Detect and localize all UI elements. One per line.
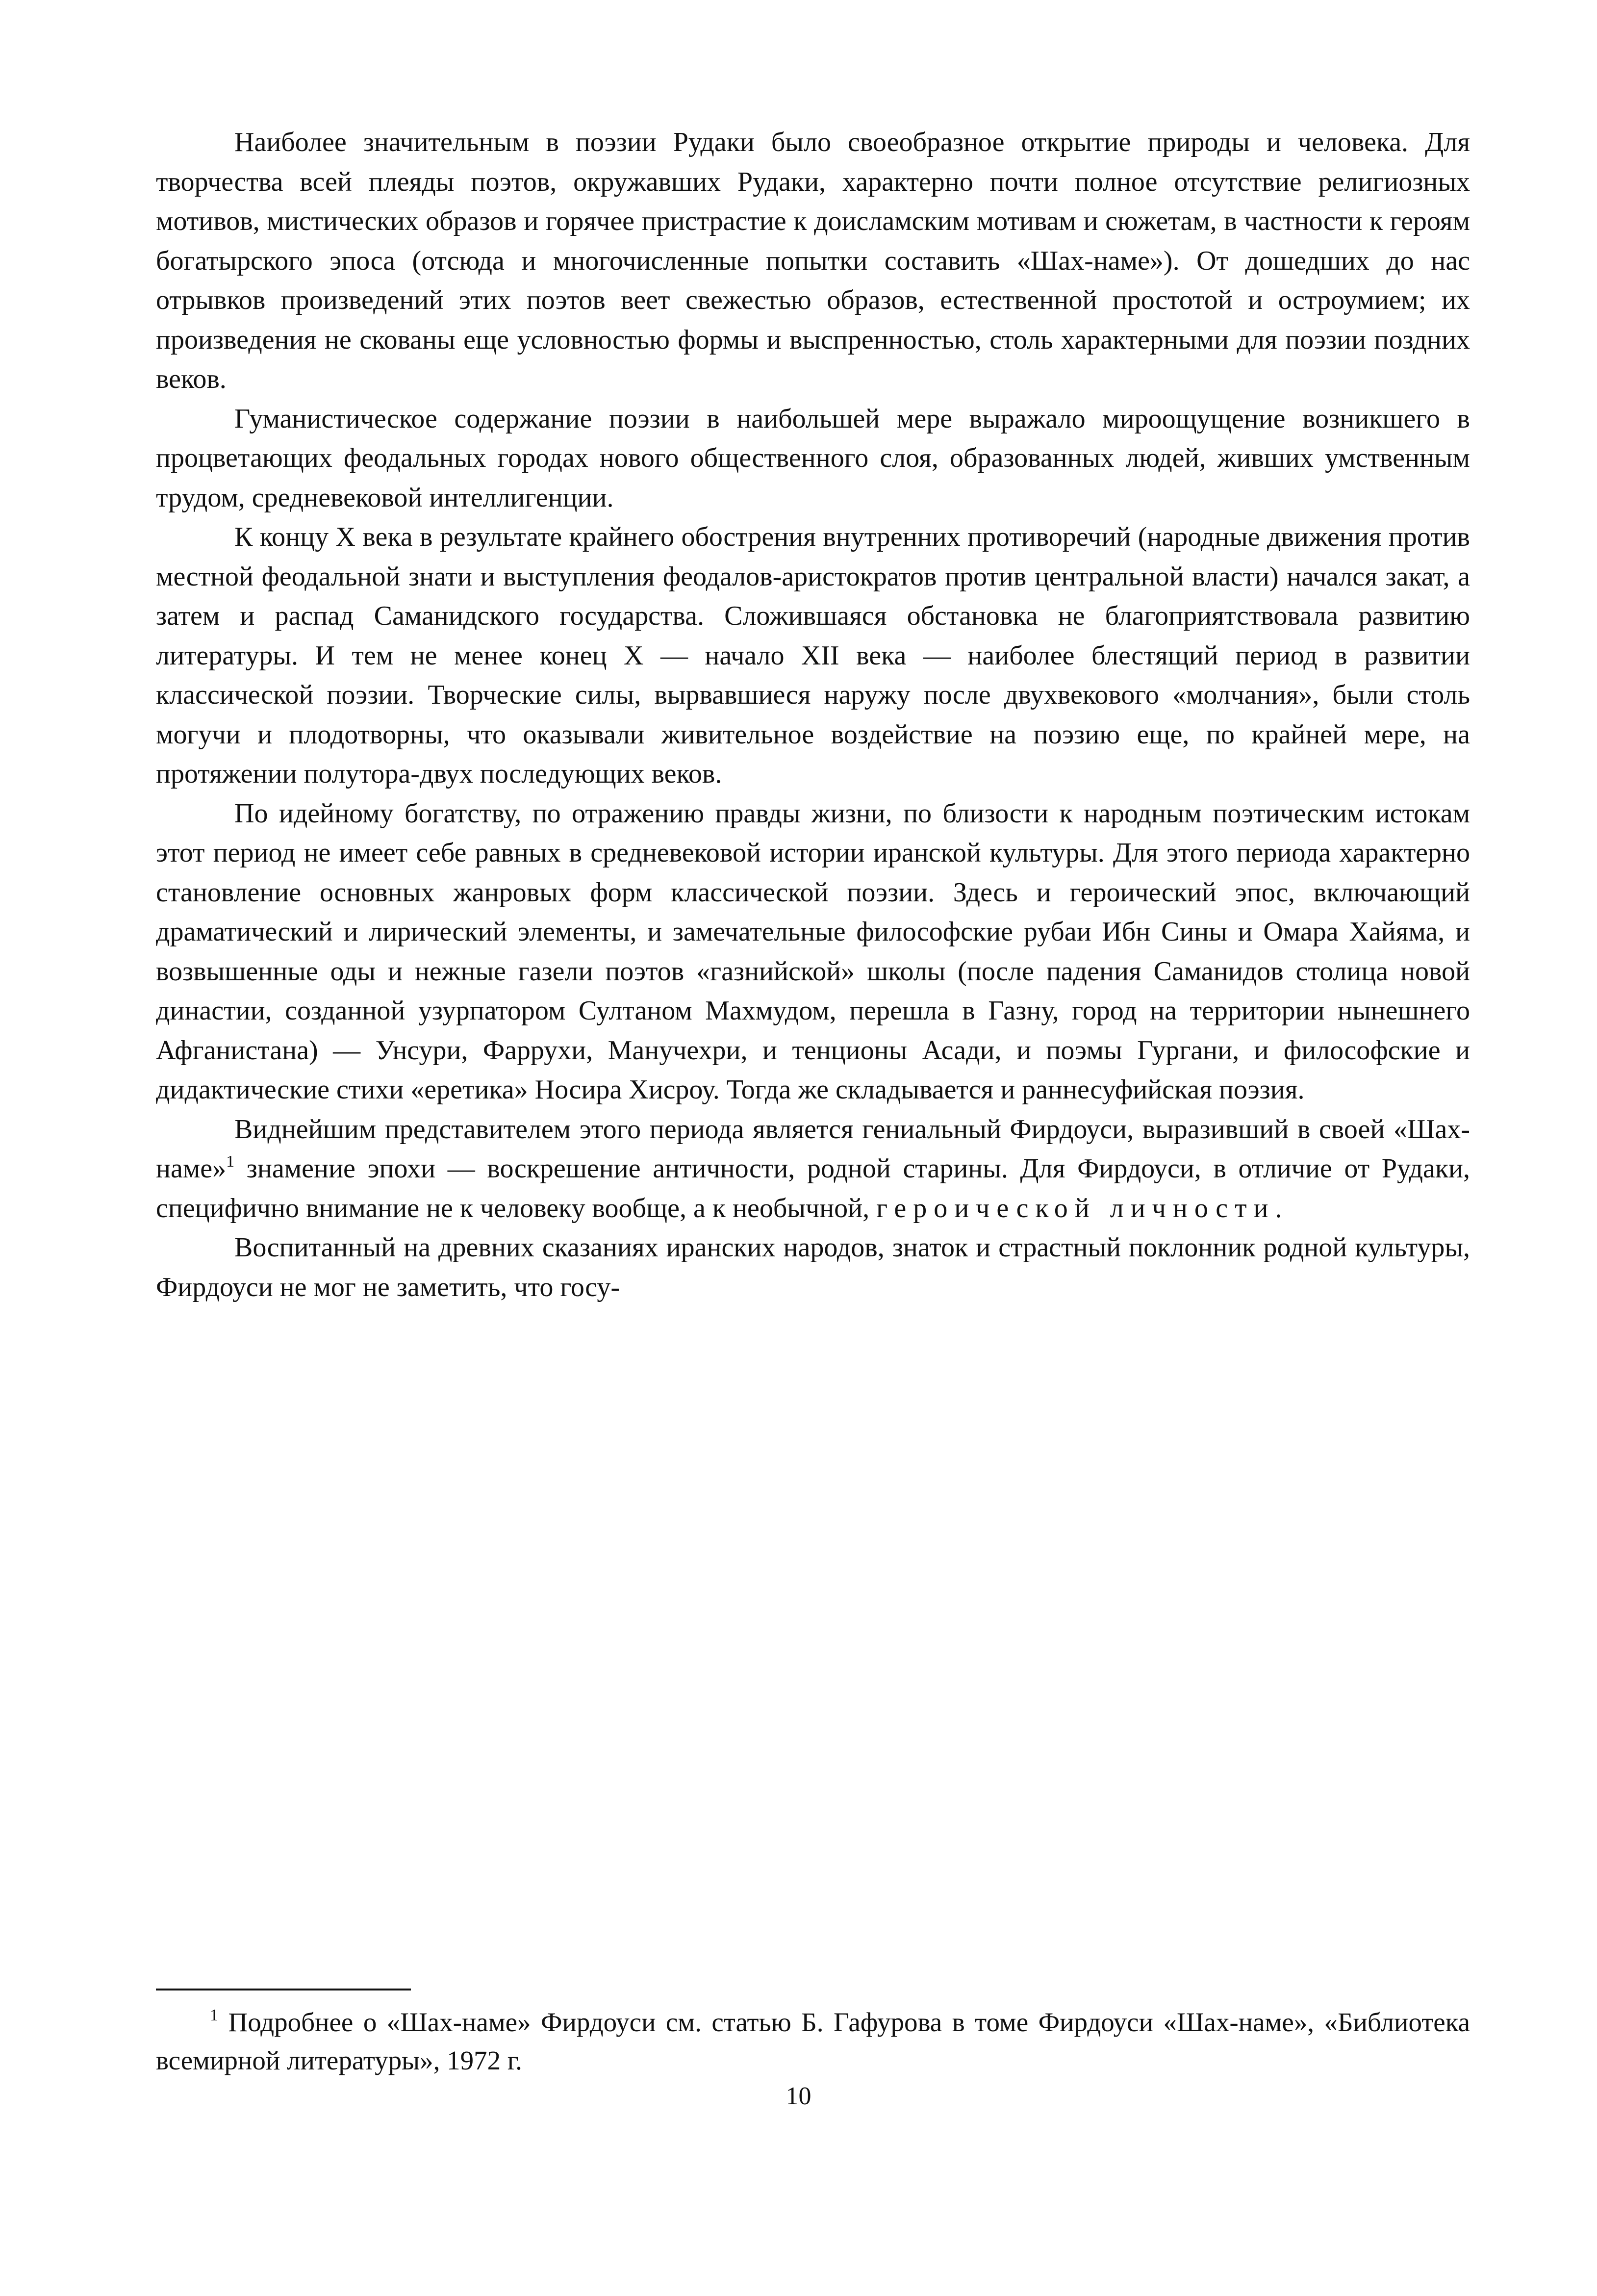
body-text: [156, 123, 1470, 1307]
paragraph-5-end: .: [1275, 1193, 1282, 1224]
paragraph-1: Наиболее значительным в поэзии Рудаки было своеобразное открытие природы и человека. Для творчества всей плеяды поэтов, окружавших Рудаки, характерно почти полное отсутствие религиозных мотивов, мистических образов и горячее пристрастие к доисламским мотивам и сюжетам, в частности к героям богатырского эпоса (отсюда и многочисленные попытки составить «Шах-наме»). От дошедших до нас отрывков произведений этих поэтов веет свежестью образов, естественной простотой и остроумием; их произведения не скованы еще условностью формы и выспренностью, столь характерными для поэзии поздних веков.: [156, 127, 1470, 394]
paragraph-6: Воспитанный на древних сказаниях иранских народов, знаток и страстный поклонник родной культуры, Фирдоуси не мог не заметить, что госу-: [156, 1232, 1470, 1302]
footnote: [156, 2003, 1470, 2080]
footnote-marker: 1: [210, 2006, 218, 2024]
paragraph-5: [156, 1110, 1470, 1228]
footnote-divider: [156, 1989, 411, 1990]
paragraph-2: Гуманистическое содержание поэзии в наибольшей мере выражало мироощущение возникшего в процветающих феодальных городах нового общественного слоя, образованных людей, живших умственным трудом, средневековой интеллигенции.: [156, 403, 1470, 513]
footnote-text: Подробнее о «Шах-наме» Фирдоуси см. статью Б. Гафурова в томе Фирдоуси «Шах-наме», «Библиотека всемирной литературы», 1972 г.: [156, 2007, 1470, 2075]
paragraph-5-text-cont: знамение эпохи — воскрешение античности, родной старины. Для Фирдоуси, в отличие от Рудаки, специфично внимание не к человеку вообще, а к необычной,: [156, 1153, 1470, 1224]
paragraph-3: К концу X века в результате крайнего обострения внутренних противоречий (народные движения против местной феодальной знати и выступления феодалов-аристократов против центральной власти) начался закат, а затем и распад Саманидского государства. Сложившаяся обстановка не благоприятствовала развитию литературы. И тем не менее конец X — начало XII века — наиболее блестящий период в развитии классической поэзии. Творческие силы, вырвавшиеся наружу после двухвекового «молчания», были столь могучи и плодотворны, что оказывали живительное воздействие на поэзию еще, по крайней мере, на протяжении полутора-двух последующих веков.: [156, 522, 1470, 789]
paragraph-5-text: Виднейшим представителем этого периода является гениальный Фирдоуси, выразивший в своей «Шах-наме»: [156, 1114, 1470, 1184]
page-number: 10: [786, 2082, 811, 2110]
paragraph-4: По идейному богатству, по отражению правды жизни, по близости к народным поэтическим истокам этот период не имеет себе равных в средневековой истории иранской культуры. Для этого периода характерно становление основных жанровых форм классической поэзии. Здесь и героический эпос, включающий драматический и лирический элементы, и замечательные философские рубаи Ибн Сины и Омара Хайяма, и возвышенные оды и нежные газели поэтов «газнийской» школы (после падения Саманидов столица новой династии, созданной узурпатором Султаном Махмудом, перешла в Газну, город на территории нынешнего Афганистана) — Унсури, Фаррухи, Манучехри, и тенционы Асади, и поэмы Гургани, и философские и дидактические стихи «еретика» Носира Хисроу. Тогда же складывается и раннесуфийская поэзия.: [156, 798, 1470, 1105]
spaced-emphasis: героической личности: [876, 1193, 1275, 1224]
footnote-reference: 1: [226, 1152, 235, 1171]
